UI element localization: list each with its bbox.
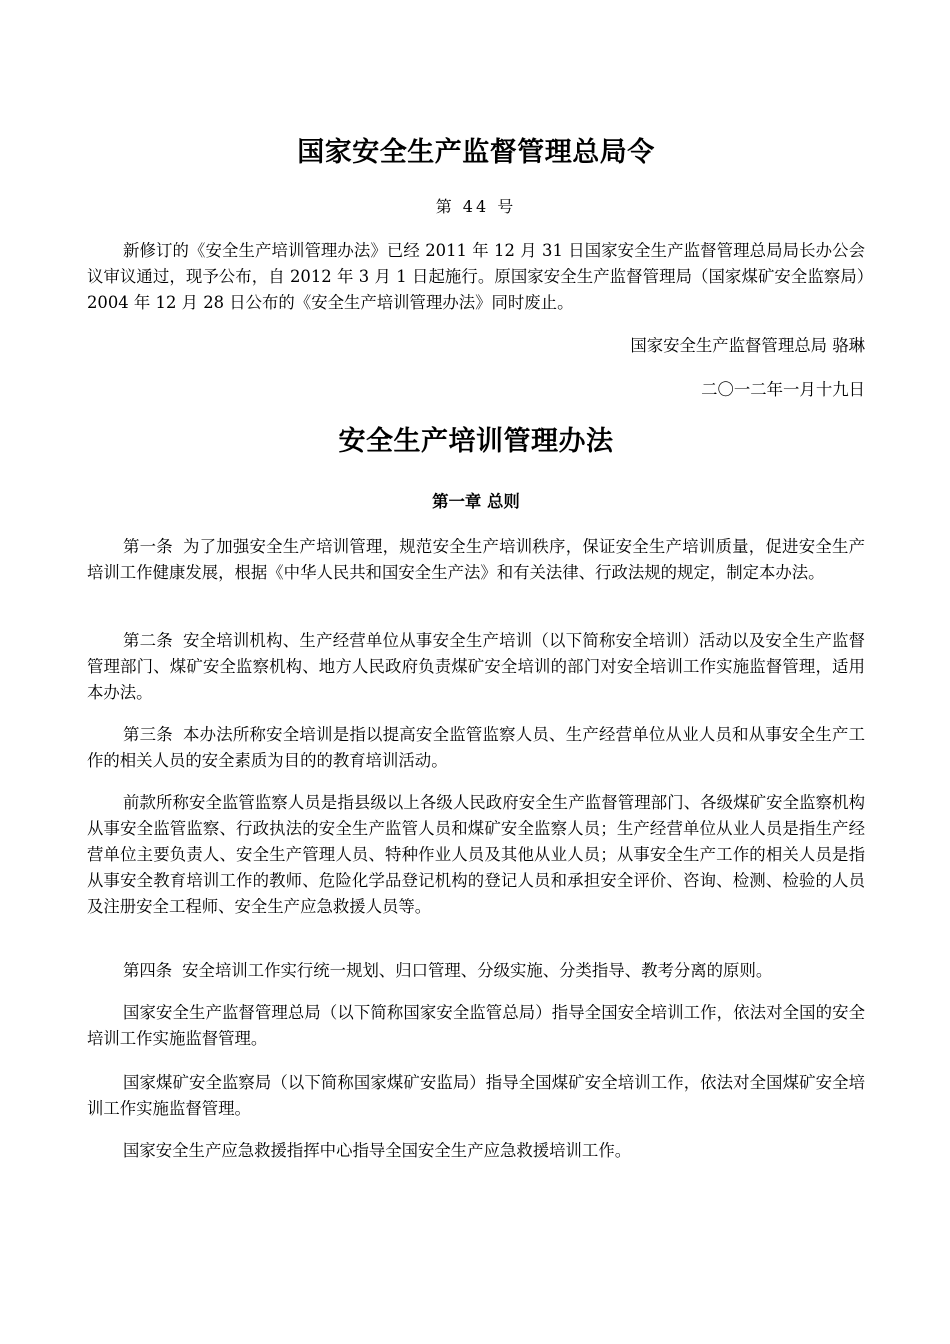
article-label: 第三条 <box>123 725 173 744</box>
law-title: 安全生产培训管理办法 <box>338 426 614 457</box>
article-text: 安全培训机构、生产经营单位从事安全生产培训（以下简称安全培训）活动以及安全生产监督管理部门、煤矿安全监察机构、地方人民政府负责煤矿安全培训的部门对安全培训工作实施监督管理，适用本办法。 <box>87 631 866 702</box>
article-text: 本办法所称安全培训是指以提高安全监管监察人员、生产经营单位从业人员和从事安全生产工作的相关人员的安全素质为目的的教育培训活动。 <box>87 725 866 770</box>
article-4 <box>87 958 865 984</box>
article-3-paragraph-2: 前款所称安全监管监察人员是指县级以上各级人民政府安全生产监督管理部门、各级煤矿安全监察机构从事安全监管监察、行政执法的安全生产监管人员和煤矿安全监察人员；生产经营单位从业人员是指生产经营单位主要负责人、安全生产管理人员、特种作业人员及其他从业人员；从事安全生产工作的相关人员是指从事安全教育培训工作的教师、危险化学品登记机构的登记人员和承担安全评价、咨询、检测、检验的人员及注册安全工程师、安全生产应急救援人员等。 <box>87 793 865 916</box>
article-label: 第四条 <box>123 961 173 980</box>
article-text: 为了加强安全生产培训管理，规范安全生产培训秩序，保证安全生产培训质量，促进安全生产培训工作健康发展，根据《中华人民共和国安全生产法》和有关法律、行政法规的规定，制定本办法。 <box>87 537 866 582</box>
signatory: 国家安全生产监督管理总局 骆琳 <box>630 336 865 355</box>
chapter-heading: 第一章 总则 <box>432 492 520 511</box>
article-label: 第二条 <box>123 631 173 650</box>
article-text: 安全培训工作实行统一规划、归口管理、分级实施、分类指导、教考分离的原则。 <box>182 961 773 980</box>
article-label: 第一条 <box>123 537 173 556</box>
decree-date: 二〇一二年一月十九日 <box>701 380 865 399</box>
order-number: 第 44 号 <box>435 197 517 216</box>
article-3 <box>87 722 865 774</box>
article-2 <box>87 628 865 706</box>
article-1 <box>87 534 865 586</box>
article-4-paragraph-3: 国家煤矿安全监察局（以下简称国家煤矿安监局）指导全国煤矿安全培训工作，依法对全国煤矿安全培训工作实施监督管理。 <box>87 1073 865 1118</box>
article-4-paragraph-4: 国家安全生产应急救援指挥中心指导全国安全生产应急救援培训工作。 <box>123 1141 632 1160</box>
article-4-paragraph-2: 国家安全生产监督管理总局（以下简称国家安全监管总局）指导全国安全培训工作，依法对全国的安全培训工作实施监督管理。 <box>87 1003 865 1048</box>
decree-text: 新修订的《安全生产培训管理办法》已经 2011 年 12 月 31 日国家安全生产监督管理总局局长办公会议审议通过，现予公布，自 2012 年 3 月 1 日起施行。原国家安全生产监督管理局（国家煤矿安全监察局）2004 年 12 月 28 日公布的《安全生产培训管理办法》同时废止。 <box>87 241 865 312</box>
decree-title: 国家安全生产监督管理总局令 <box>297 137 655 168</box>
